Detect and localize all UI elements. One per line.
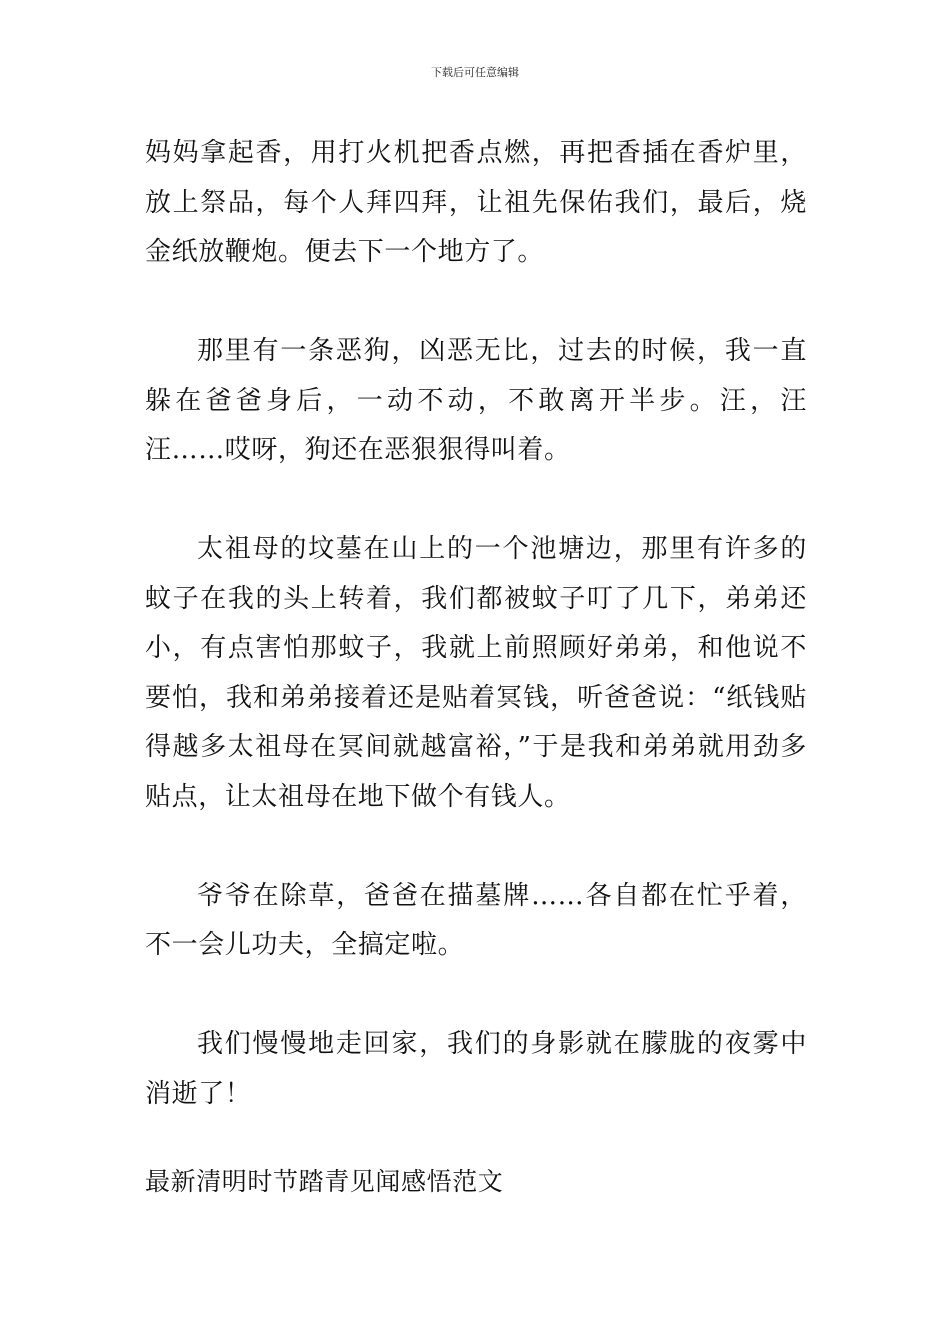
next-article-title: 最新清明时节踏青见闻感悟范文	[145, 1166, 504, 1196]
document-body	[145, 129, 807, 1206]
paragraph-1: 妈妈拿起香，用打火机把香点燃，再把香插在香炉里，放上祭品，每个人拜四拜，让祖先保佑我们，最后，烧金纸放鞭炮。便去下一个地方了。	[145, 138, 807, 267]
paragraph-4: 爷爷在除草，爸爸在描墓牌……各自都在忙乎着，不一会儿功夫，全搞定啦。	[145, 880, 807, 960]
page-header: 下载后可任意编辑	[431, 66, 519, 79]
paragraph-5: 我们慢慢地走回家，我们的身影就在朦胧的夜雾中消逝了！	[145, 1029, 807, 1109]
paragraph-3: 太祖母的坟墓在山上的一个池塘边，那里有许多的蚊子在我的头上转着，我们都被蚊子叮了几下，弟弟还小，有点害怕那蚊子，我就上前照顾好弟弟，和他说不要怕，我和弟弟接着还是贴着冥钱，听爸爸说：“纸钱贴得越多太祖母在冥间就越富裕，”于是我和弟弟就用劲多贴点，让太祖母在地下做个有钱人。	[145, 534, 807, 812]
paragraph-2: 那里有一条恶狗，凶恶无比，过去的时候，我一直躲在爸爸身后，一动不动，不敢离开半步。汪，汪汪……哎呀，狗还在恶狠狠得叫着。	[145, 336, 807, 465]
